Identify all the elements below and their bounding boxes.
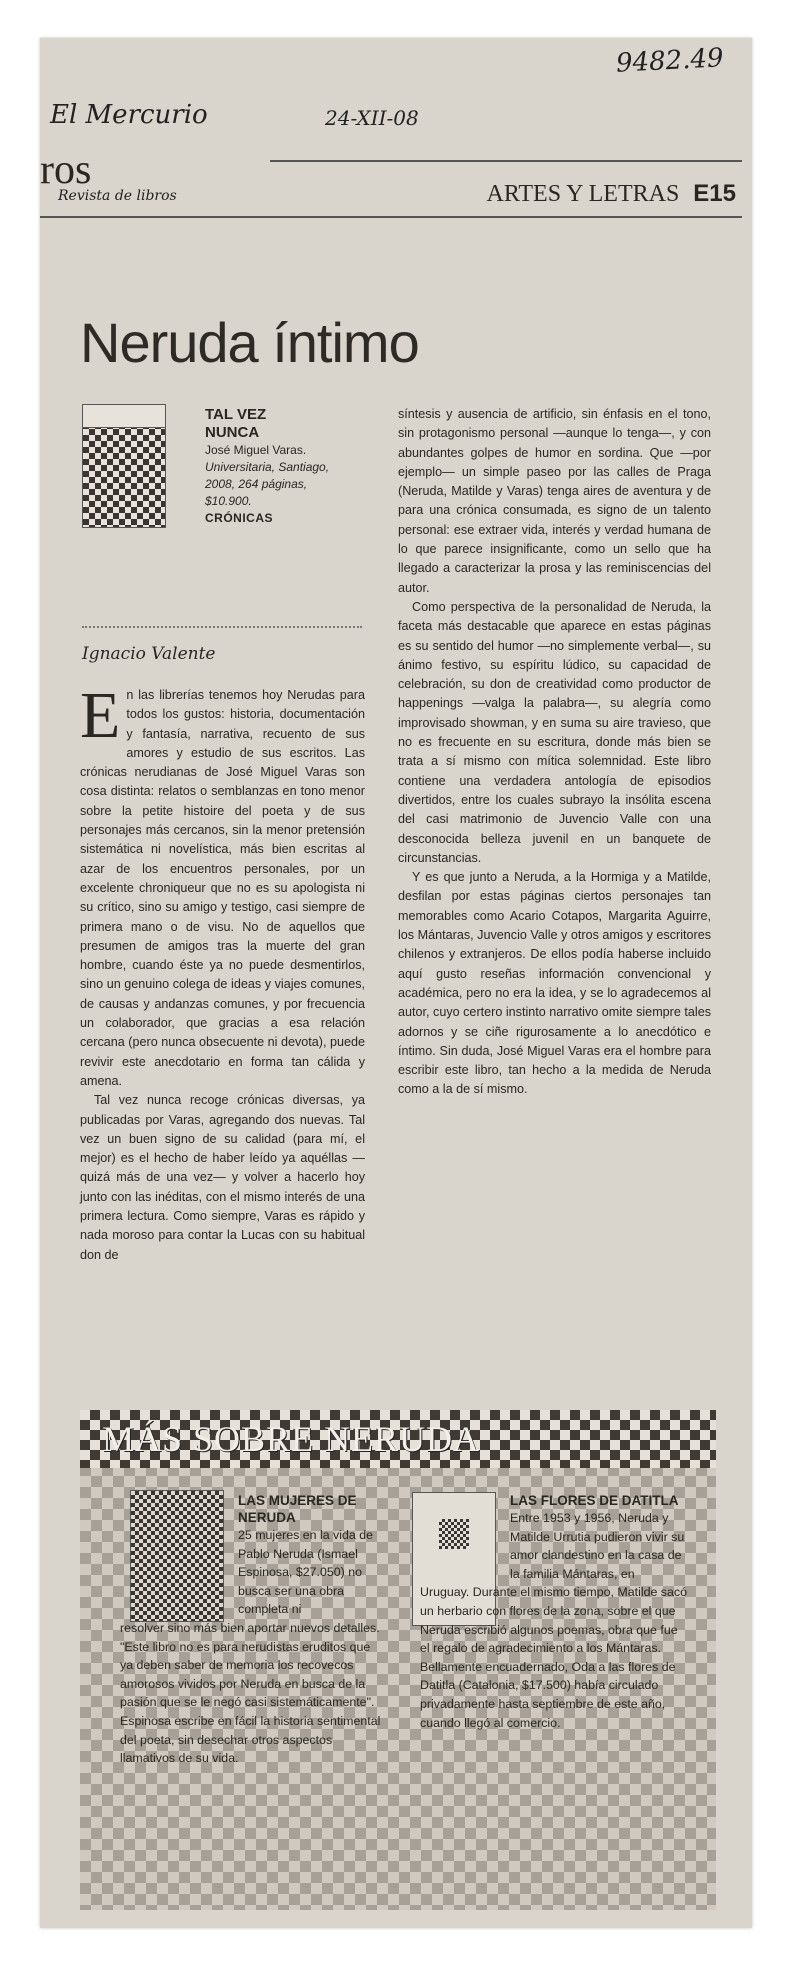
book-cover-image (82, 404, 166, 528)
sidebar-book-body: Uruguay. Durante el mismo tiempo, Matilde sacó un herbario con flores de la zona, sobre el que Neruda escribió algunos poemas, obra que fue el regalo de agradecimiento a los Mántaras. Bellamente encuadernado, Oda a las flores de Datitla (Catalonia, $17.500) había circulado privadamente hasta septiembre de este año, cuando llegó al comercio. (420, 1585, 687, 1730)
section-tab-fragment: ros (40, 147, 92, 193)
paragraph: Y es que junto a Neruda, a la Hormiga y a Matilde, desfilan por estas páginas ciertos personajes tan memorables como Acario Cotapos, Margarita Aguirre, los Mántaras, Juvencio Valle y otros amigos y escritores chilenos y extranjeros. De ellos podía haberse incluido aquí gusto reseñas información convencional y académica, pero no era la idea, y se lo agradecemos al autor, cuyo certero instinto narrativo omite siempre tales adornos y se ciñe rigurosamente a lo anecdótico e íntimo. Sin duda, José Miguel Varas era el hombre para escribir este libro, tan hecho a la medida de Neruda como a la de sí mismo. (398, 870, 711, 1097)
paragraph: Tal vez nunca recoge crónicas diversas, ya publicadas por Varas, agregando dos nuevas. Tal vez un buen signo de su calidad (para mí, el mejor) es el hecho de haber leído ya aquéllas —quizá más de una vez— y volver a hacerlo hoy junto con las inéditas, con el mismo interés de una primera lectura. Como siempre, Varas es rápido y nada moroso para contar la Lucas con su habitual don de (80, 1093, 365, 1262)
sidebar-title-banner (80, 1410, 716, 1468)
handwritten-section-note: Revista de libros (58, 188, 177, 204)
handwritten-date: 24-XII-08 (325, 106, 419, 130)
book-title-line2: NUNCA (205, 424, 260, 441)
book-info (205, 406, 345, 527)
newspaper-clipping (40, 38, 752, 1928)
paragraph: síntesis y ausencia de artificio, sin énfasis en el tono, sin protagonismo personal —aunque lo tenga—, y con abundantes golpes de humor en sordina. Que —por ejemplo— un simple paseo por las calles de Praga (Neruda, Matilde y Varas) tenga aires de aventura y de para una crónica consumada, es signo de un talento personal: ese extraer vida, interés y verdad humana de lo que parece insignificante, como un sello que ha llegado a caracterizar la prosa y las reminiscencias del autor. (398, 407, 711, 595)
sidebar-book-title: LAS MUJERES DE NERUDA (238, 1493, 357, 1525)
sidebar-book-1 (120, 1492, 382, 1768)
dotted-divider (82, 626, 362, 628)
sidebar-book-body: resolver sino más bien aportar nuevos detalles. "Este libro no es para nerudistas eruditos que ya deben saber de memoria los recovecos amorosos vividos por Neruda en busca de la pasión que se le negó casi sistemáticamente". Espinosa escribe en fácil la historia sentimental del poeta, sin desechar otros aspectos llamativos de su vida. (120, 1620, 381, 1766)
book-author: José Miguel Varas. (205, 443, 307, 457)
paragraph-text: n las librerías tenemos hoy Nerudas para todos los gustos: historia, documentación y fantasía, narrativa, recuento de sus amores y estudio de sus escritos. Las crónicas nerudianas de José Miguel Varas son cosa distinta: relatos o semblanzas en tono menor sobre la petite histoire del poeta y de sus personajes más cercanos, sin la menor pretensión sistemática ni novelística, más bien escritas al azar de los encuentros personales, por un excelente chroniqueur que no es su apologista ni su crítico, sino su amigo y testigo, casi siempre de primera mano o de visu. No de aquellos que presumen de amigos tras la muerte del gran hombre, cuando éste ya no puede desmentirlos, sino un genuino colega de ideas y viajes comunes, de causas y andanzas comunes, y por frecuencia un colaborador, que gracias a esa relación cercana (pero nunca obsecuente ni devota), puede revivir este anecdotario en forma tan cálida y amena. (80, 688, 365, 1088)
paragraph: Como perspectiva de la personalidad de Neruda, la faceta más destacable que aparece en estas páginas es su sentido del humor —no simplemente verbal—, su ánimo festivo, su espíritu lúdico, su capacidad de celebración, su don de creatividad como productor de happenings —valga la palabra—, su alegría como improvisado showman, y en suma su aire travieso, que no es frecuente en su escritura, donde más bien se trata a sí mismo con mítica solemnidad. Este libro contiene una verdadera antología de episodios divertidos, entre los cuales subrayo la insólita escena del casi matrimonio de Juvencio Valle con una desconocida belleza juvenil en un banquete de circunstancias. (398, 599, 711, 865)
book-title-line1: TAL VEZ (205, 406, 267, 423)
section-name: ARTES Y LETRAS (486, 181, 680, 207)
section-header (487, 180, 737, 208)
paragraph (80, 679, 365, 1091)
article-column-2 (398, 405, 711, 1100)
header-rule (270, 160, 742, 162)
book-publisher: Universitaria, Santiago, 2008, 264 páginas, $10.900. (205, 460, 330, 508)
byline: Ignacio Valente (82, 644, 216, 664)
article-column-1 (80, 679, 365, 1265)
sidebar-box (80, 1410, 716, 1910)
handwritten-newspaper-name: El Mercurio (50, 100, 208, 130)
sidebar-title: MÁS SOBRE NERUDA (102, 1419, 481, 1459)
sidebar-book-intro: 25 mujeres en la vida de Pablo Neruda (Ismael Espinosa, $27.050) no busca ser una obra completa ni (238, 1528, 374, 1617)
sidebar-book-2 (420, 1492, 688, 1732)
article-headline: Neruda íntimo (80, 311, 419, 374)
header-bottom-rule (40, 216, 742, 218)
page-number: E15 (693, 180, 736, 207)
handwritten-catalog-number: 9482.49 (615, 43, 725, 79)
sidebar-book-title: LAS FLORES DE DATITLA (510, 1493, 679, 1508)
sidebar-book-intro: Entre 1953 y 1956, Neruda y Matilde Urrutia pudieron vivir su amor clandestino en la casa de la familia Mántaras, en (510, 1511, 685, 1581)
book-genre: CRÓNICAS (205, 511, 274, 525)
drop-cap: E (80, 679, 121, 752)
